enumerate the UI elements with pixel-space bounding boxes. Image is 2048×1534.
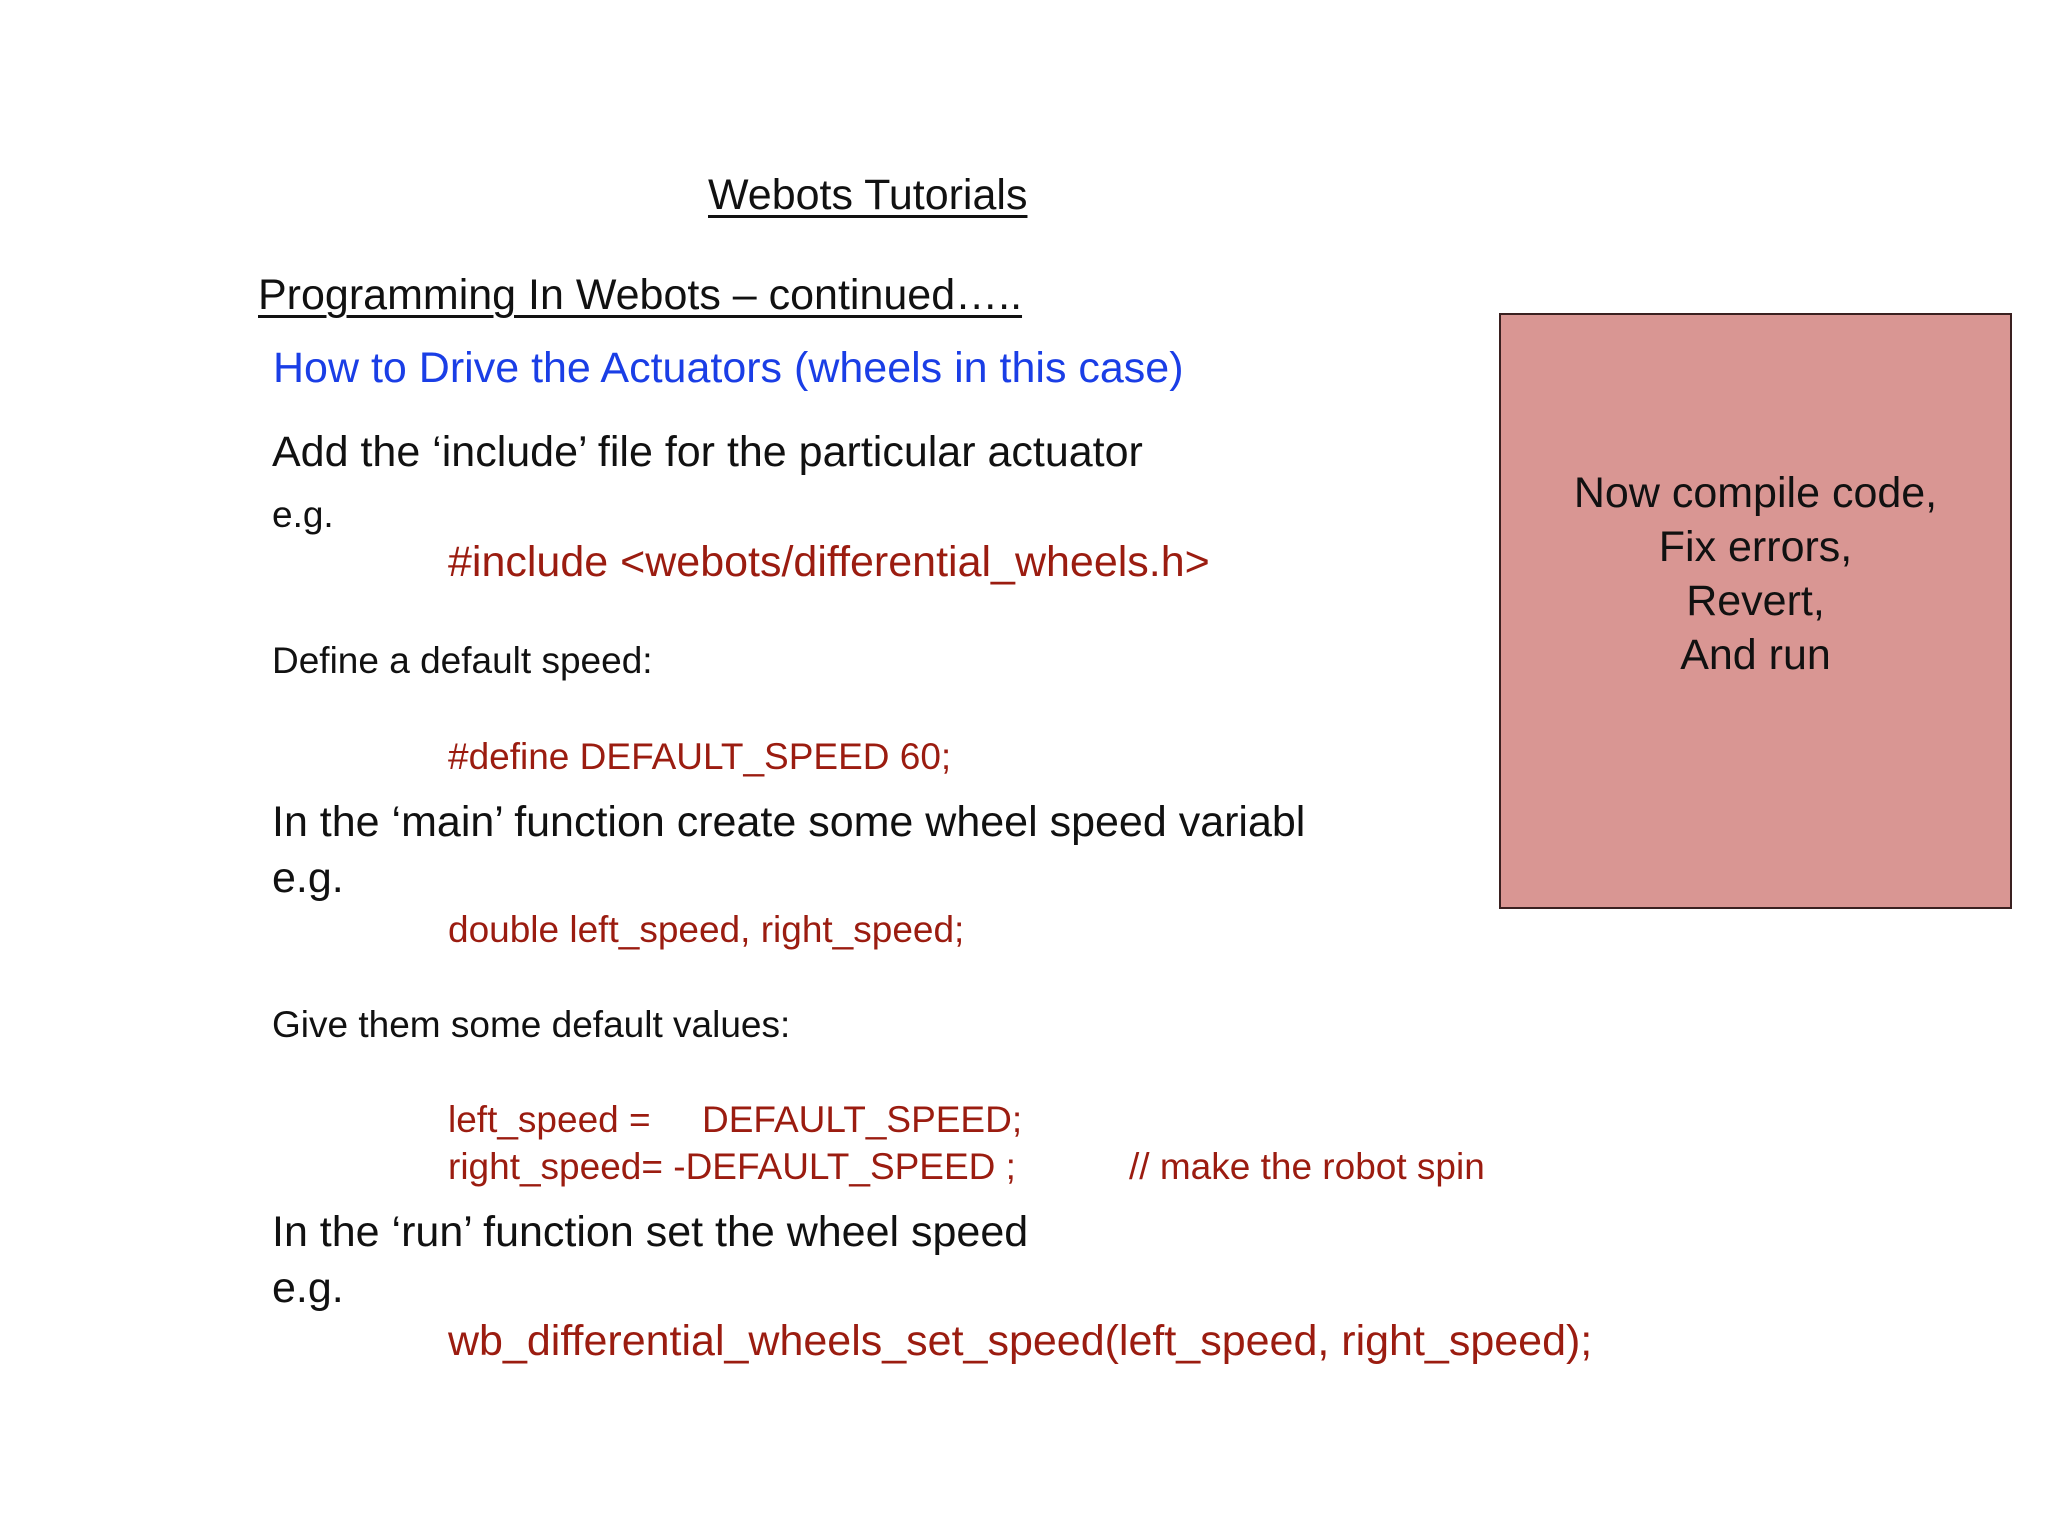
assign-right-code: right_speed= -DEFAULT_SPEED ; — [448, 1146, 1016, 1187]
slide-subtitle: Programming In Webots – continued….. — [258, 271, 1023, 319]
example-label-1: e.g. — [272, 494, 334, 535]
set-speed-code: wb_differential_wheels_set_speed(left_speed, right_speed); — [448, 1317, 1593, 1365]
note-line-run: And run — [1680, 631, 1831, 679]
note-box — [1499, 313, 2012, 909]
include-code: #include <webots/differential_wheels.h> — [448, 538, 1210, 586]
section-heading: How to Drive the Actuators (wheels in this case) — [273, 344, 1184, 392]
slide-title: Webots Tutorials — [708, 171, 1028, 219]
include-instruction: Add the ‘include’ file for the particular actuator — [272, 428, 1143, 476]
define-instruction: Define a default speed: — [272, 640, 653, 681]
note-line-revert: Revert, — [1686, 577, 1825, 625]
spin-comment: // make the robot spin — [1129, 1146, 1485, 1187]
define-code: #define DEFAULT_SPEED 60; — [448, 736, 952, 777]
note-line-fix: Fix errors, — [1658, 523, 1853, 571]
assign-left-code: left_speed = DEFAULT_SPEED; — [448, 1099, 1023, 1140]
run-instruction: In the ‘run’ function set the wheel speed — [272, 1208, 1029, 1256]
defaults-instruction: Give them some default values: — [272, 1004, 791, 1045]
example-label-2: e.g. — [272, 854, 344, 902]
note-line-compile: Now compile code, — [1573, 469, 1938, 517]
declare-code: double left_speed, right_speed; — [448, 909, 965, 950]
main-instruction: In the ‘main’ function create some wheel speed variabl — [272, 798, 1306, 846]
example-label-3: e.g. — [272, 1264, 344, 1312]
